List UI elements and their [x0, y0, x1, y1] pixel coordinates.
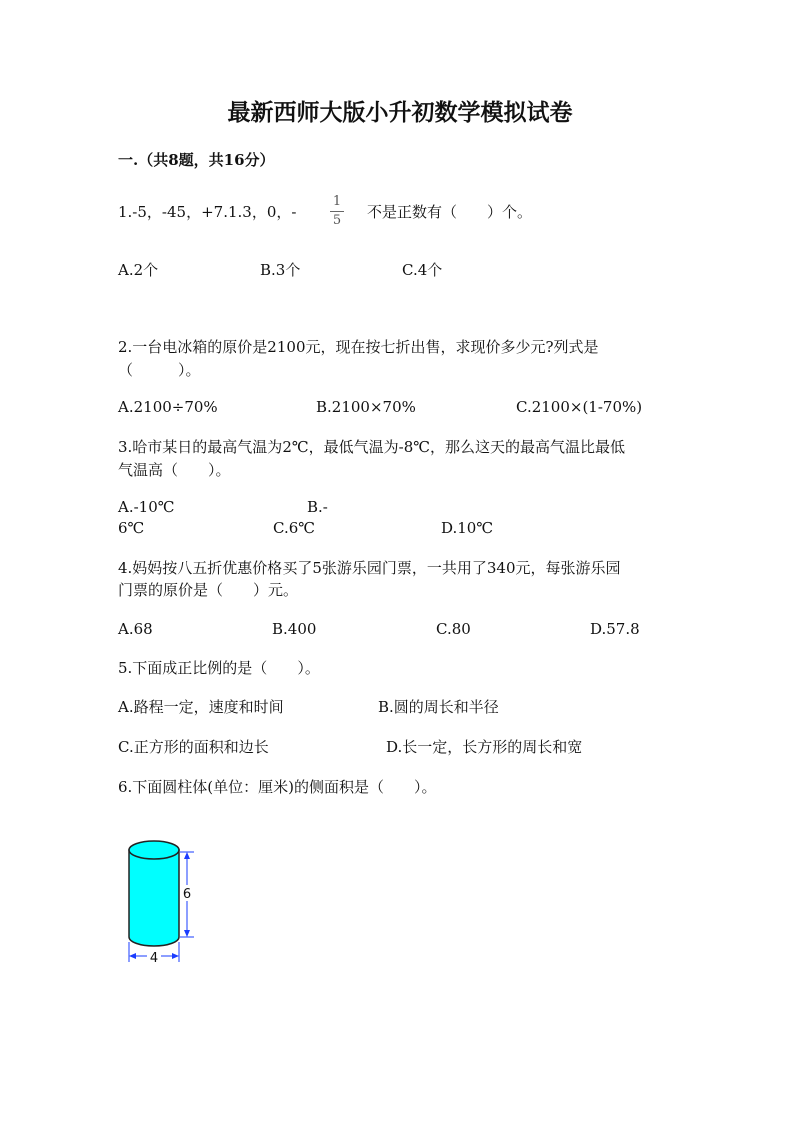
section-heading: 一.（共8题，共16分） — [118, 151, 275, 169]
question-5-stem: 5.下面成正比例的是（ ）。 — [118, 659, 320, 677]
question-4-stem-line1: 4.妈妈按八五折优惠价格买了5张游乐园门票，一共用了340元，每张游乐园 — [118, 559, 621, 577]
q3-option-b[interactable]: B.- — [307, 498, 328, 516]
q3-option-c[interactable]: C.6℃ — [273, 519, 316, 537]
q1-option-c[interactable]: C.4个 — [402, 261, 443, 279]
height-arrow-down — [184, 930, 190, 937]
q4-option-d[interactable]: D.57.8 — [590, 620, 640, 638]
fraction — [330, 195, 344, 228]
cylinder-body — [129, 850, 179, 946]
question-2-stem-line2: （ ）。 — [118, 361, 201, 379]
question-4-stem-line2: 门票的原价是（ ）元。 — [118, 581, 299, 599]
q1-option-a[interactable]: A.2个 — [118, 261, 159, 279]
height-label: 6 — [182, 887, 192, 902]
page-title: 最新西师大版小升初数学模拟试卷 — [227, 99, 573, 126]
diameter-label: 4 — [149, 951, 159, 966]
q2-option-b[interactable]: B.2100×70% — [316, 398, 416, 416]
question-1-stem-start: 1.-5，-45，+7.1.3，0，- — [118, 203, 297, 221]
fraction-bar — [330, 211, 344, 212]
cylinder-figure — [118, 830, 208, 970]
q3-option-a[interactable]: A.-10℃ — [118, 498, 175, 516]
q5-option-b[interactable]: B.圆的周长和半径 — [378, 698, 499, 716]
q5-option-c[interactable]: C.正方形的面积和边长 — [118, 738, 269, 756]
q5-option-a[interactable]: A.路程一定，速度和时间 — [118, 698, 284, 716]
diameter-arrow-right — [172, 953, 179, 959]
question-6-stem: 6.下面圆柱体(单位：厘米)的侧面积是（ ）。 — [118, 778, 437, 796]
q3-option-d[interactable]: D.10℃ — [441, 519, 494, 537]
height-arrow-up — [184, 852, 190, 859]
question-1-stem-end: 不是正数有（ ）个。 — [367, 203, 533, 221]
q4-option-a[interactable]: A.68 — [118, 620, 153, 638]
fraction-numerator: 1 — [332, 194, 342, 209]
question-3-stem-line2: 气温高（ ）。 — [118, 461, 231, 479]
q4-option-c[interactable]: C.80 — [436, 620, 471, 638]
q2-option-c[interactable]: C.2100×(1-70%) — [516, 398, 643, 416]
q1-option-b[interactable]: B.3个 — [260, 261, 301, 279]
cylinder-top — [129, 841, 179, 859]
question-2-stem-line1: 2.一台电冰箱的原价是2100元，现在按七折出售，求现价多少元?列式是 — [118, 338, 599, 356]
q4-option-b[interactable]: B.400 — [272, 620, 317, 638]
diameter-arrow-left — [129, 953, 136, 959]
q2-option-a[interactable]: A.2100÷70% — [118, 398, 218, 416]
question-3-stem-line1: 3.哈市某日的最高气温为2℃，最低气温为-8℃，那么这天的最高气温比最低 — [118, 438, 626, 456]
q5-option-d[interactable]: D.长一定，长方形的周长和宽 — [386, 738, 583, 756]
q3-option-b-continued[interactable]: 6℃ — [118, 519, 145, 537]
fraction-denominator: 5 — [332, 213, 342, 228]
